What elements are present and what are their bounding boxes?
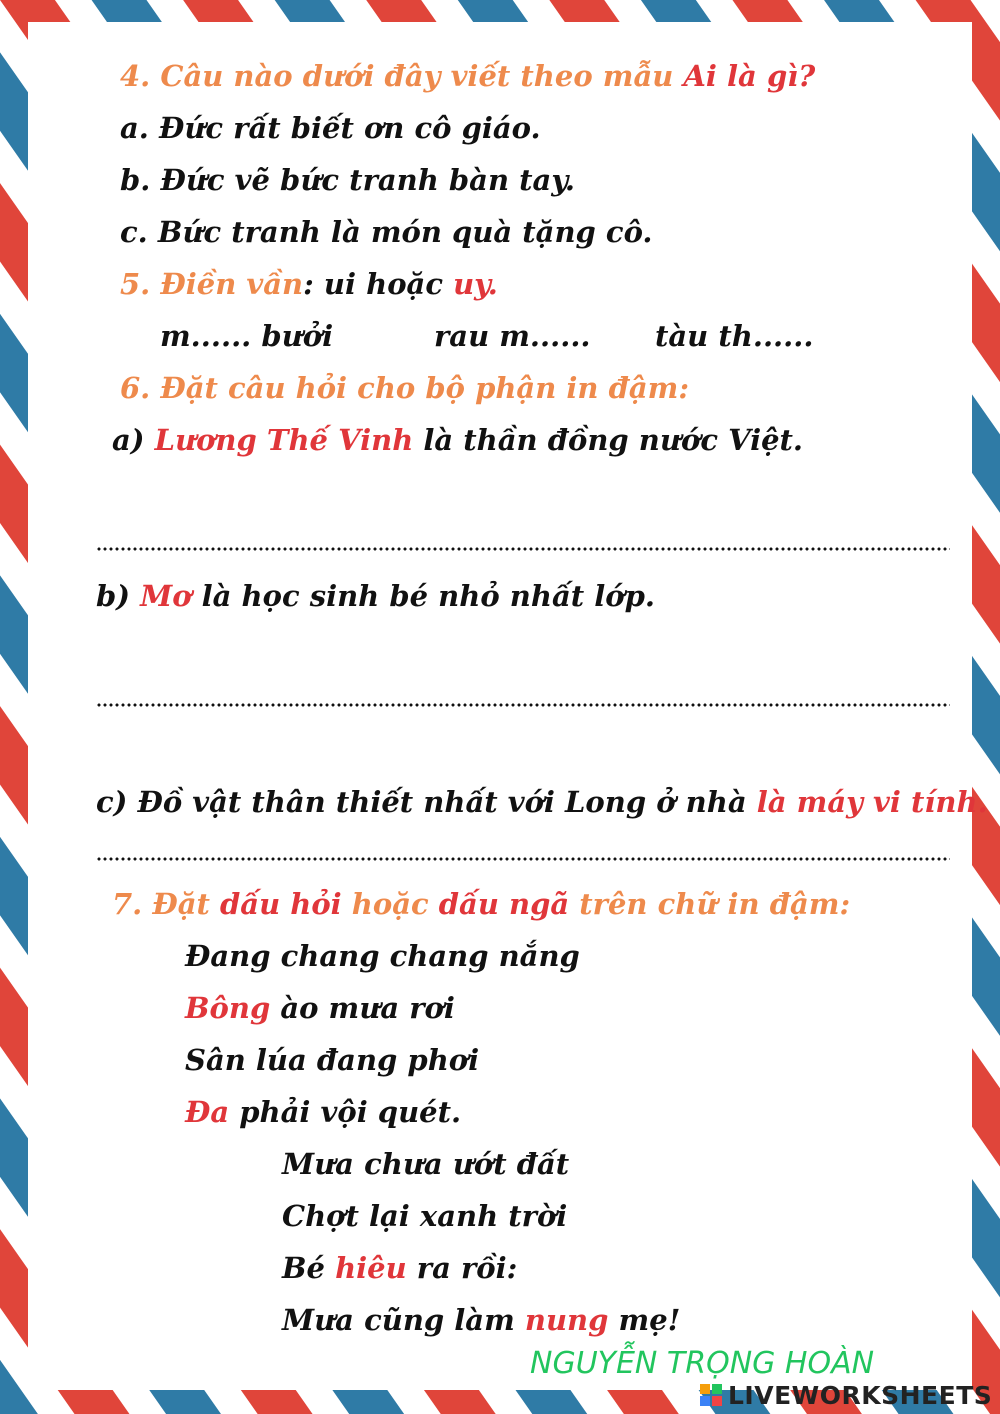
q5-blank-buoi[interactable]: m...... bưởi — [160, 319, 334, 353]
q6-answer-line-a[interactable] — [96, 547, 950, 551]
poem-line-7: Bé hiêu ra rồi: — [282, 1251, 518, 1285]
liveworksheets-text: LIVEWORKSHEETS — [728, 1380, 993, 1410]
liveworksheets-watermark — [700, 1378, 992, 1412]
q4-option-c: c. Bức tranh là món quà tặng cô. — [120, 215, 653, 249]
q4-heading: 4. Câu nào dưới đây viết theo mẫu Ai là gì? — [120, 59, 816, 93]
q5-blank-tau[interactable]: tàu th...... — [655, 319, 814, 353]
q4-option-a: a. Đức rất biết ơn cô giáo. — [120, 111, 541, 145]
q6-sentence-c: c) Đồ vật thân thiết nhất với Long ở nhà là máy vi tính. — [96, 785, 988, 819]
poem-word-hieu[interactable]: hiêu — [335, 1251, 407, 1285]
poem-line-5: Mưa chưa ướt đất — [282, 1147, 570, 1181]
poem-word-bong[interactable]: Bông — [185, 991, 271, 1025]
q6-heading: 6. Đặt câu hỏi cho bộ phận in đậm: — [120, 371, 690, 405]
q6-sentence-a: a) Lương Thế Vinh là thần đồng nước Việt. — [112, 423, 804, 457]
poem-line-8: Mưa cũng làm nung mẹ! — [282, 1303, 681, 1337]
poem-word-nung[interactable]: nung — [524, 1303, 609, 1337]
poem-line-6: Chợt lại xanh trời — [282, 1199, 568, 1233]
poem-line-3: Sân lúa đang phơi — [185, 1043, 480, 1077]
q5-heading: 5. Điền vần: ui hoặc uy. — [120, 267, 498, 301]
poem-word-da[interactable]: Đa — [185, 1095, 230, 1129]
poem-line-4: Đa phải vội quét. — [185, 1095, 462, 1129]
q7-heading: 7. Đặt dấu hỏi hoặc dấu ngã trên chữ in đậm: — [112, 887, 851, 921]
q6-sentence-b: b) Mơ là học sinh bé nhỏ nhất lớp. — [96, 579, 655, 613]
poem-line-2: Bông ào mưa rơi — [185, 991, 455, 1025]
poem-line-1: Đang chang chang nắng — [185, 939, 580, 973]
liveworksheets-logo-icon — [700, 1384, 722, 1406]
q4-option-b: b. Đức vẽ bức tranh bàn tay. — [120, 163, 575, 197]
author-name: NGUYỄN TRỌNG HOÀN — [530, 1346, 875, 1381]
q6-answer-line-b[interactable] — [96, 703, 950, 707]
q5-blank-rau[interactable]: rau m...... — [434, 319, 591, 353]
q6-answer-line-c[interactable] — [96, 857, 950, 861]
